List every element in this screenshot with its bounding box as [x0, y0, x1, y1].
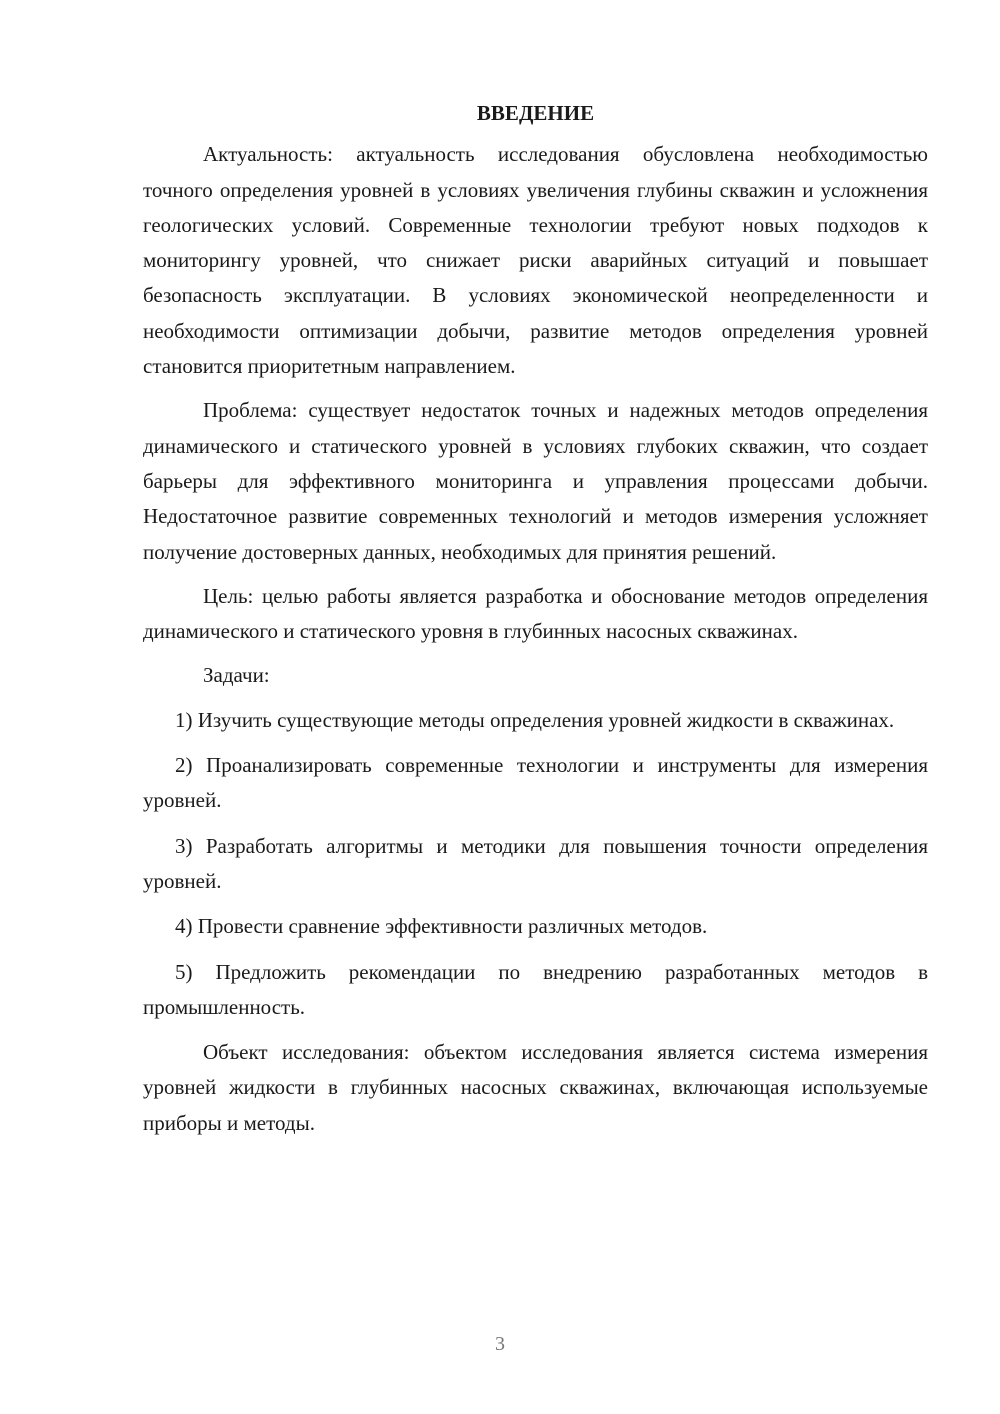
task-item-3: 3) Разработать алгоритмы и методики для повышения точности определения уровней. [143, 833, 928, 893]
paragraph-object: Объект исследования: объектом исследования является система измерения уровней жидкости в глубинных насосных скважинах, включающая используемые приборы и методы. [143, 1040, 928, 1135]
page-content [143, 96, 928, 1150]
paragraph-problem: Проблема: существует недостаток точных и надежных методов определения динамического и статического уровней в условиях глубоких скважин, что создает барьеры для эффективного мониторинга и управления процессами добычи. Недостаточное развитие современных технологий и методов измерения усложняет получение достоверных данных, необходимых для принятия решений. [143, 398, 928, 564]
task-item-5: 5) Предложить рекомендации по внедрению разработанных методов в промышленность. [143, 959, 928, 1019]
task-item-1: 1) Изучить существующие методы определения уровней жидкости в скважинах. [175, 707, 895, 732]
task-item-4: 4) Провести сравнение эффективности различных методов. [175, 914, 708, 939]
section-title: ВВЕДЕНИЕ [476, 101, 595, 125]
paragraph-goal: Цель: целью работы является разработка и обоснование методов определения динамического и статического уровня в глубинных насосных скважинах. [143, 583, 928, 644]
task-item-2: 2) Проанализировать современные технологии и инструменты для измерения уровней. [143, 753, 928, 813]
page-number: 3 [495, 1333, 505, 1355]
paragraph-relevance: Актуальность: актуальность исследования обусловлена необходимостью точного определения уровней в условиях увеличения глубины скважин и усложнения геологических условий. Современные технологии требуют новых подходов к мониторингу уровней, что снижает риски аварийных ситуаций и повышает безопасность эксплуатации. В условиях экономической неопределенности и необходимости оптимизации добычи, развитие методов определения уровней становится приоритетным направлением. [143, 142, 928, 379]
tasks-label: Задачи: [203, 663, 270, 688]
